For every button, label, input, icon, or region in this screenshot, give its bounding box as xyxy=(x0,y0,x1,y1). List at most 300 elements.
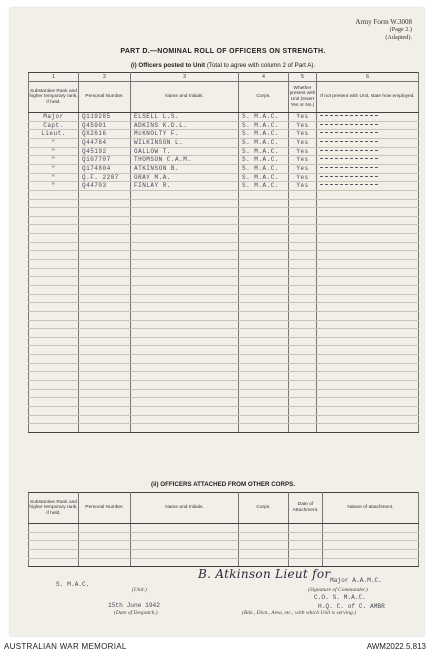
cell-employment xyxy=(317,130,419,139)
cell-employment xyxy=(317,260,419,269)
cell-employment xyxy=(317,406,419,415)
cell-employment xyxy=(317,381,419,390)
header-name: Name and Initials. xyxy=(131,82,239,113)
cell-present xyxy=(289,199,317,208)
cell-rank xyxy=(29,268,79,277)
cell-name xyxy=(131,406,239,415)
cell-present xyxy=(289,225,317,234)
empty-cell xyxy=(79,524,131,533)
cell-present xyxy=(289,372,317,381)
cell-employment xyxy=(317,121,419,130)
cell-employment xyxy=(317,190,419,199)
cell-present: Yes xyxy=(289,138,317,147)
cell-present xyxy=(289,190,317,199)
table-row xyxy=(29,234,419,243)
cell-rank: " xyxy=(29,156,79,165)
cell-name xyxy=(131,216,239,225)
archive-reference: AWM2022.5.813 xyxy=(366,642,426,651)
cell-present xyxy=(289,208,317,217)
cell-present xyxy=(289,311,317,320)
table-row xyxy=(29,285,419,294)
cell-rank xyxy=(29,199,79,208)
empty-cell xyxy=(79,549,131,558)
cell-rank xyxy=(29,363,79,372)
table-row xyxy=(29,113,419,122)
cell-corps xyxy=(239,285,289,294)
table-row xyxy=(29,199,419,208)
cell-personal-number xyxy=(79,208,131,217)
cell-rank xyxy=(29,225,79,234)
col-number: 5 xyxy=(289,73,317,82)
col-number: 2 xyxy=(79,73,131,82)
cell-name xyxy=(131,346,239,355)
cell-personal-number: Q45901 xyxy=(79,121,131,130)
empty-cell xyxy=(131,541,239,550)
table-row xyxy=(29,363,419,372)
cell-name: FINLAY R. xyxy=(131,182,239,191)
cell-present xyxy=(289,355,317,364)
table-row xyxy=(29,164,419,173)
form-sheet xyxy=(10,8,424,636)
cell-present xyxy=(289,329,317,338)
table-row xyxy=(29,329,419,338)
cell-rank xyxy=(29,337,79,346)
table-row xyxy=(29,268,419,277)
cell-rank xyxy=(29,234,79,243)
section-1-note: (Total to agree with column 2 of Part A). xyxy=(206,62,316,69)
form-page xyxy=(28,8,418,636)
cell-corps xyxy=(239,234,289,243)
table-row xyxy=(29,147,419,156)
table-row xyxy=(29,541,419,550)
cell-employment xyxy=(317,251,419,260)
cell-personal-number xyxy=(79,242,131,251)
unit-value: S. M.A.C. xyxy=(56,581,90,588)
cell-name xyxy=(131,355,239,364)
cell-employment xyxy=(317,363,419,372)
cell-corps xyxy=(239,424,289,433)
cell-rank xyxy=(29,303,79,312)
cell-name: ELSELL L.S. xyxy=(131,113,239,122)
col-number: 3 xyxy=(131,73,239,82)
cell-corps: S. M.A.C. xyxy=(239,130,289,139)
table-row xyxy=(29,415,419,424)
cell-present xyxy=(289,234,317,243)
cell-corps xyxy=(239,260,289,269)
cell-rank xyxy=(29,277,79,286)
cell-corps xyxy=(239,389,289,398)
header-personal-number: Personal Number. xyxy=(79,493,131,524)
cell-name: ATKINSON B. xyxy=(131,164,239,173)
cell-personal-number xyxy=(79,424,131,433)
cell-personal-number: Q44703 xyxy=(79,182,131,191)
cell-present: Yes xyxy=(289,156,317,165)
cell-corps xyxy=(239,355,289,364)
struck-out-dashes xyxy=(320,124,378,127)
cell-corps xyxy=(239,199,289,208)
table-row xyxy=(29,524,419,533)
cell-present xyxy=(289,294,317,303)
cell-personal-number xyxy=(79,216,131,225)
cell-rank xyxy=(29,389,79,398)
cell-personal-number xyxy=(79,329,131,338)
cell-name xyxy=(131,285,239,294)
cell-present xyxy=(289,216,317,225)
cell-corps xyxy=(239,294,289,303)
cell-employment xyxy=(317,208,419,217)
empty-cell xyxy=(29,549,79,558)
struck-out-dashes xyxy=(320,167,378,170)
cell-rank xyxy=(29,329,79,338)
empty-cell xyxy=(323,549,419,558)
form-page-number: (Page 2.) xyxy=(389,26,412,33)
cell-personal-number xyxy=(79,415,131,424)
table-row xyxy=(29,173,419,182)
cell-personal-number: QX2616 xyxy=(79,130,131,139)
empty-cell xyxy=(131,532,239,541)
cell-personal-number xyxy=(79,199,131,208)
cell-present xyxy=(289,303,317,312)
empty-cell xyxy=(239,532,289,541)
attached-officers-table xyxy=(28,492,419,567)
empty-cell xyxy=(239,549,289,558)
empty-cell xyxy=(323,524,419,533)
cell-employment xyxy=(317,337,419,346)
cell-corps: S. M.A.C. xyxy=(239,173,289,182)
cell-name: GRAY M.A. xyxy=(131,173,239,182)
cell-rank: " xyxy=(29,164,79,173)
cell-present xyxy=(289,242,317,251)
struck-out-dashes xyxy=(320,141,378,144)
cell-rank: Capt. xyxy=(29,121,79,130)
cell-present xyxy=(289,406,317,415)
cell-corps xyxy=(239,268,289,277)
empty-cell xyxy=(289,541,323,550)
cell-personal-number xyxy=(79,389,131,398)
cell-employment xyxy=(317,242,419,251)
cell-employment xyxy=(317,199,419,208)
struck-out-dashes xyxy=(320,158,378,161)
cell-corps: S. M.A.C. xyxy=(239,156,289,165)
cell-rank: " xyxy=(29,138,79,147)
cell-present: Yes xyxy=(289,130,317,139)
table-row xyxy=(29,549,419,558)
table-row xyxy=(29,346,419,355)
table-row xyxy=(29,372,419,381)
cell-personal-number: Q44784 xyxy=(79,138,131,147)
table-row xyxy=(29,424,419,433)
cell-rank xyxy=(29,372,79,381)
cell-present: Yes xyxy=(289,121,317,130)
cell-name xyxy=(131,208,239,217)
table-row xyxy=(29,398,419,407)
cell-present xyxy=(289,346,317,355)
column-number-row xyxy=(29,73,419,82)
cell-rank: Major xyxy=(29,113,79,122)
header-corps: Corps. xyxy=(239,82,289,113)
cell-employment xyxy=(317,372,419,381)
cell-rank xyxy=(29,424,79,433)
cell-employment xyxy=(317,138,419,147)
empty-cell xyxy=(131,524,239,533)
cell-personal-number xyxy=(79,260,131,269)
cell-corps xyxy=(239,381,289,390)
cell-personal-number: Q107707 xyxy=(79,156,131,165)
empty-cell xyxy=(29,541,79,550)
table-row xyxy=(29,182,419,191)
cell-employment xyxy=(317,320,419,329)
cell-employment xyxy=(317,346,419,355)
cell-rank xyxy=(29,216,79,225)
cell-personal-number xyxy=(79,294,131,303)
cell-corps xyxy=(239,406,289,415)
cell-present xyxy=(289,251,317,260)
cell-rank xyxy=(29,260,79,269)
cell-corps: S. M.A.C. xyxy=(239,138,289,147)
table-row xyxy=(29,303,419,312)
cell-corps xyxy=(239,208,289,217)
section-2-label: (ii) OFFICERS ATTACHED FROM OTHER CORPS. xyxy=(151,481,295,488)
table-row xyxy=(29,406,419,415)
header-attachment-nature: Nature of attachment. xyxy=(323,493,419,524)
cell-rank: " xyxy=(29,173,79,182)
header-attachment-date: Date of Attachment. xyxy=(289,493,323,524)
cell-name xyxy=(131,424,239,433)
cell-present xyxy=(289,337,317,346)
cell-personal-number: Q45192 xyxy=(79,147,131,156)
commander-signature: B. Atkinson Lieut for xyxy=(198,567,331,581)
cell-name: GALLOW T. xyxy=(131,147,239,156)
struck-out-dashes xyxy=(320,184,378,187)
cell-name xyxy=(131,234,239,243)
header-corps: Corps. xyxy=(239,493,289,524)
cell-employment xyxy=(317,113,419,122)
cell-employment xyxy=(317,173,419,182)
cell-name: THOMSON C.A.M. xyxy=(131,156,239,165)
header-personal-number: Personal Number. xyxy=(79,82,131,113)
cell-personal-number xyxy=(79,372,131,381)
cell-present xyxy=(289,381,317,390)
table-row xyxy=(29,337,419,346)
form-number: Army Form W.3008 xyxy=(355,18,412,26)
cell-corps xyxy=(239,415,289,424)
cell-rank xyxy=(29,355,79,364)
empty-cell xyxy=(79,541,131,550)
cell-corps: S. M.A.C. xyxy=(239,113,289,122)
form-adapted: (Adapted). xyxy=(385,34,412,41)
cell-rank: Lieut. xyxy=(29,130,79,139)
cell-corps: S. M.A.C. xyxy=(239,121,289,130)
cell-corps xyxy=(239,216,289,225)
cell-employment xyxy=(317,329,419,338)
cell-present: Yes xyxy=(289,164,317,173)
cell-rank xyxy=(29,190,79,199)
cell-employment xyxy=(317,216,419,225)
table-row xyxy=(29,320,419,329)
despatch-date-value: 15th June 1942 xyxy=(108,602,160,609)
cell-personal-number: Q.F. 2207 xyxy=(79,173,131,182)
cell-rank xyxy=(29,346,79,355)
cell-rank xyxy=(29,406,79,415)
commanding-officer-line: C.O. S. M.A.C. xyxy=(314,594,366,601)
cell-corps: S. M.A.C. xyxy=(239,164,289,173)
formation-value: H.Q. C. of C. AMBR xyxy=(318,603,385,610)
cell-rank xyxy=(29,294,79,303)
struck-out-dashes xyxy=(320,132,378,135)
attached-officers-body xyxy=(29,524,419,567)
cell-personal-number xyxy=(79,406,131,415)
archive-footer xyxy=(0,640,432,653)
cell-present: Yes xyxy=(289,173,317,182)
commander-caption: (Signature of Commander.) xyxy=(308,587,368,593)
cell-employment xyxy=(317,355,419,364)
cell-present xyxy=(289,268,317,277)
cell-name xyxy=(131,242,239,251)
cell-name xyxy=(131,381,239,390)
cell-employment xyxy=(317,225,419,234)
cell-rank xyxy=(29,415,79,424)
cell-present xyxy=(289,277,317,286)
cell-name xyxy=(131,277,239,286)
cell-personal-number: Q174804 xyxy=(79,164,131,173)
cell-personal-number xyxy=(79,234,131,243)
cell-personal-number xyxy=(79,337,131,346)
cell-corps xyxy=(239,242,289,251)
cell-corps xyxy=(239,190,289,199)
cell-rank xyxy=(29,242,79,251)
table-row xyxy=(29,294,419,303)
empty-cell xyxy=(289,549,323,558)
cell-personal-number: Q119285 xyxy=(79,113,131,122)
cell-employment xyxy=(317,398,419,407)
cell-corps xyxy=(239,225,289,234)
table-row xyxy=(29,216,419,225)
unit-caption: (Unit.) xyxy=(132,587,147,593)
cell-employment xyxy=(317,389,419,398)
col-number: 4 xyxy=(239,73,289,82)
empty-cell xyxy=(29,524,79,533)
cell-employment xyxy=(317,277,419,286)
formation-caption: (Bde., Divn., Area, etc., with which Unit is serving.) xyxy=(242,610,356,616)
header-present: Whether present with Unit (Insert Yes or No.) xyxy=(289,82,317,113)
table-row xyxy=(29,208,419,217)
cell-employment xyxy=(317,311,419,320)
cell-corps xyxy=(239,251,289,260)
cell-corps: S. M.A.C. xyxy=(239,182,289,191)
cell-name xyxy=(131,190,239,199)
struck-out-dashes xyxy=(320,115,378,118)
cell-rank xyxy=(29,320,79,329)
officers-table xyxy=(28,72,419,433)
cell-rank: " xyxy=(29,147,79,156)
header-employment: If not present with Unit, state how employed. xyxy=(317,82,419,113)
cell-name xyxy=(131,251,239,260)
cell-rank xyxy=(29,208,79,217)
empty-cell xyxy=(79,532,131,541)
table-row xyxy=(29,277,419,286)
empty-cell xyxy=(289,524,323,533)
cell-personal-number xyxy=(79,355,131,364)
column-header-row xyxy=(29,82,419,113)
cell-employment xyxy=(317,147,419,156)
cell-name: WILKINSON L. xyxy=(131,138,239,147)
cell-corps xyxy=(239,363,289,372)
section-1-label: (i) Officers posted to Unit xyxy=(130,62,206,69)
cell-personal-number xyxy=(79,346,131,355)
cell-corps xyxy=(239,320,289,329)
cell-present xyxy=(289,285,317,294)
table-row xyxy=(29,251,419,260)
cell-corps xyxy=(239,372,289,381)
empty-cell xyxy=(289,532,323,541)
empty-cell xyxy=(239,524,289,533)
officers-table-body xyxy=(29,113,419,433)
cell-employment xyxy=(317,156,419,165)
cell-rank xyxy=(29,285,79,294)
cell-personal-number xyxy=(79,268,131,277)
part-title: PART D.—NOMINAL ROLL OF OFFICERS ON STRENGTH. xyxy=(120,48,326,55)
struck-out-dashes xyxy=(320,176,378,179)
cell-personal-number xyxy=(79,285,131,294)
cell-name xyxy=(131,363,239,372)
cell-corps: S. M.A.C. xyxy=(239,147,289,156)
header-rank: Substantive Rank and higher temporary rank, if held. xyxy=(29,82,79,113)
cell-name: ADKINS K.D.L. xyxy=(131,121,239,130)
table-row xyxy=(29,532,419,541)
cell-corps xyxy=(239,311,289,320)
cell-personal-number xyxy=(79,363,131,372)
cell-name xyxy=(131,303,239,312)
cell-personal-number xyxy=(79,381,131,390)
cell-rank xyxy=(29,381,79,390)
table-row xyxy=(29,311,419,320)
commander-rank: Major A.A.M.C. xyxy=(330,577,382,584)
table-row xyxy=(29,138,419,147)
cell-personal-number xyxy=(79,251,131,260)
table-row xyxy=(29,130,419,139)
cell-employment xyxy=(317,268,419,277)
cell-name xyxy=(131,199,239,208)
despatch-date-caption: (Date of Despatch.) xyxy=(114,610,158,616)
header-rank: Substantive Rank and higher temporary rank, if held. xyxy=(29,493,79,524)
table-row xyxy=(29,242,419,251)
empty-cell xyxy=(29,532,79,541)
cell-name xyxy=(131,415,239,424)
cell-personal-number xyxy=(79,320,131,329)
cell-present: Yes xyxy=(289,182,317,191)
cell-name: McKNOLTY F. xyxy=(131,130,239,139)
cell-present xyxy=(289,389,317,398)
table-row xyxy=(29,355,419,364)
cell-employment xyxy=(317,285,419,294)
cell-personal-number xyxy=(79,225,131,234)
cell-present xyxy=(289,260,317,269)
col-number: 6 xyxy=(317,73,419,82)
cell-name xyxy=(131,225,239,234)
signature-block xyxy=(28,563,418,633)
section-2-title xyxy=(28,481,418,488)
cell-personal-number xyxy=(79,190,131,199)
cell-rank xyxy=(29,251,79,260)
table-row xyxy=(29,260,419,269)
cell-present xyxy=(289,398,317,407)
cell-rank: " xyxy=(29,182,79,191)
cell-employment xyxy=(317,303,419,312)
cell-name xyxy=(131,389,239,398)
cell-name xyxy=(131,260,239,269)
cell-rank xyxy=(29,311,79,320)
cell-personal-number xyxy=(79,303,131,312)
